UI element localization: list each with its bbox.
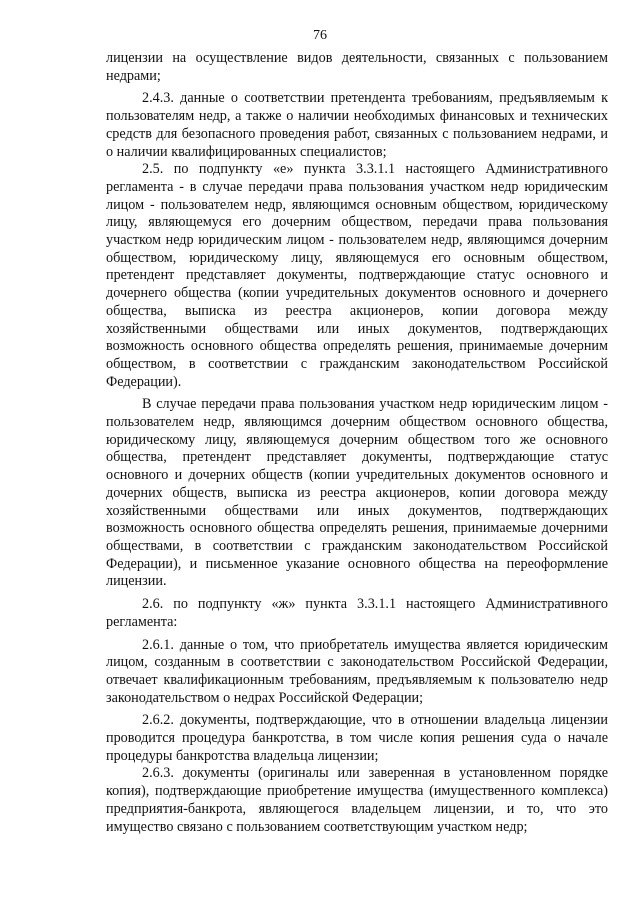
document-body xyxy=(106,50,608,836)
paragraph-continuation: лицензии на осуществление видов деятельности, связанных с пользованием недрами; xyxy=(106,50,608,84)
paragraph-2-4-3: 2.4.3. данные о соответствии претендента требованиям, предъявляемым к пользователям недр, а также о наличии необходимых финансовых и технических средств для безопасного проведения работ, связанных с пользованием недрами, и о наличии квалифицированных специалистов; xyxy=(106,90,608,160)
paragraph-2-6-2: 2.6.2. документы, подтверждающие, что в отношении владельца лицензии проводится процедура банкротства, в том числе копия решения суда о начале процедуры банкротства владельца лицензии; xyxy=(106,712,608,764)
paragraph-2-6-1: 2.6.1. данные о том, что приобретатель имущества является юридическим лицом, созданным в соответствии с законодательством Российской Федерации, отвечает квалификационным требованиям, предъявляемым к пользователю недр законодательством о недрах Российской Федерации; xyxy=(106,636,608,706)
paragraph-2-5: 2.5. по подпункту «е» пункта 3.3.1.1 настоящего Административного регламента - в случае передачи права пользования участком недр юридическим лицом - пользователем недр, являющимся основным обществом, юридическому лицу, являющемуся его дочерним обществом, передачи права пользования участком недр юридическим лицом - пользователем недр, являющимся дочерним обществом, юридическому лицу, являющемуся его основным обществом, претендент представляет документы, подтверждающие статус основного и дочернего общества (копии учредительных документов основного и дочернего общества, выписка из реестра акционеров, копии договора между хозяйственными обществами или иных документов, подтверждающих возможность основного общества определять решения, принимаемые дочерним обществом, в соответствии с гражданским законодательством Российской Федерации). xyxy=(106,161,608,390)
paragraph-2-6-3: 2.6.3. документы (оригиналы или заверенная в установленном порядке копия), подтверждающие приобретение имущества (имущественного комплекса) предприятия-банкрота, являющегося владельцем лицензии, и то, что это имущество связано с пользованием соответствующим участком недр; xyxy=(106,765,608,835)
paragraph-2-6: 2.6. по подпункту «ж» пункта 3.3.1.1 настоящего Административного регламента: xyxy=(106,596,608,630)
paragraph-2-5-subsidiary: В случае передачи права пользования участком недр юридическим лицом - пользователем недр, являющимся дочерним обществом основного общества, юридическому лицу, являющемуся дочерним обществом того же основного общества, претендент представляет документы, подтверждающие статус основного и дочерних обществ (копии учредительных документов основного и дочерних обществ, выписка из реестра акционеров, копии договора между хозяйственными обществами или иных документов, подтверждающих возможность основного общества определять решения, принимаемые дочерними обществами, в соответствии с гражданским законодательством Российской Федерации), и письменное указание основного общества на переоформление лицензии. xyxy=(106,396,608,590)
page-number: 76 xyxy=(313,28,327,43)
